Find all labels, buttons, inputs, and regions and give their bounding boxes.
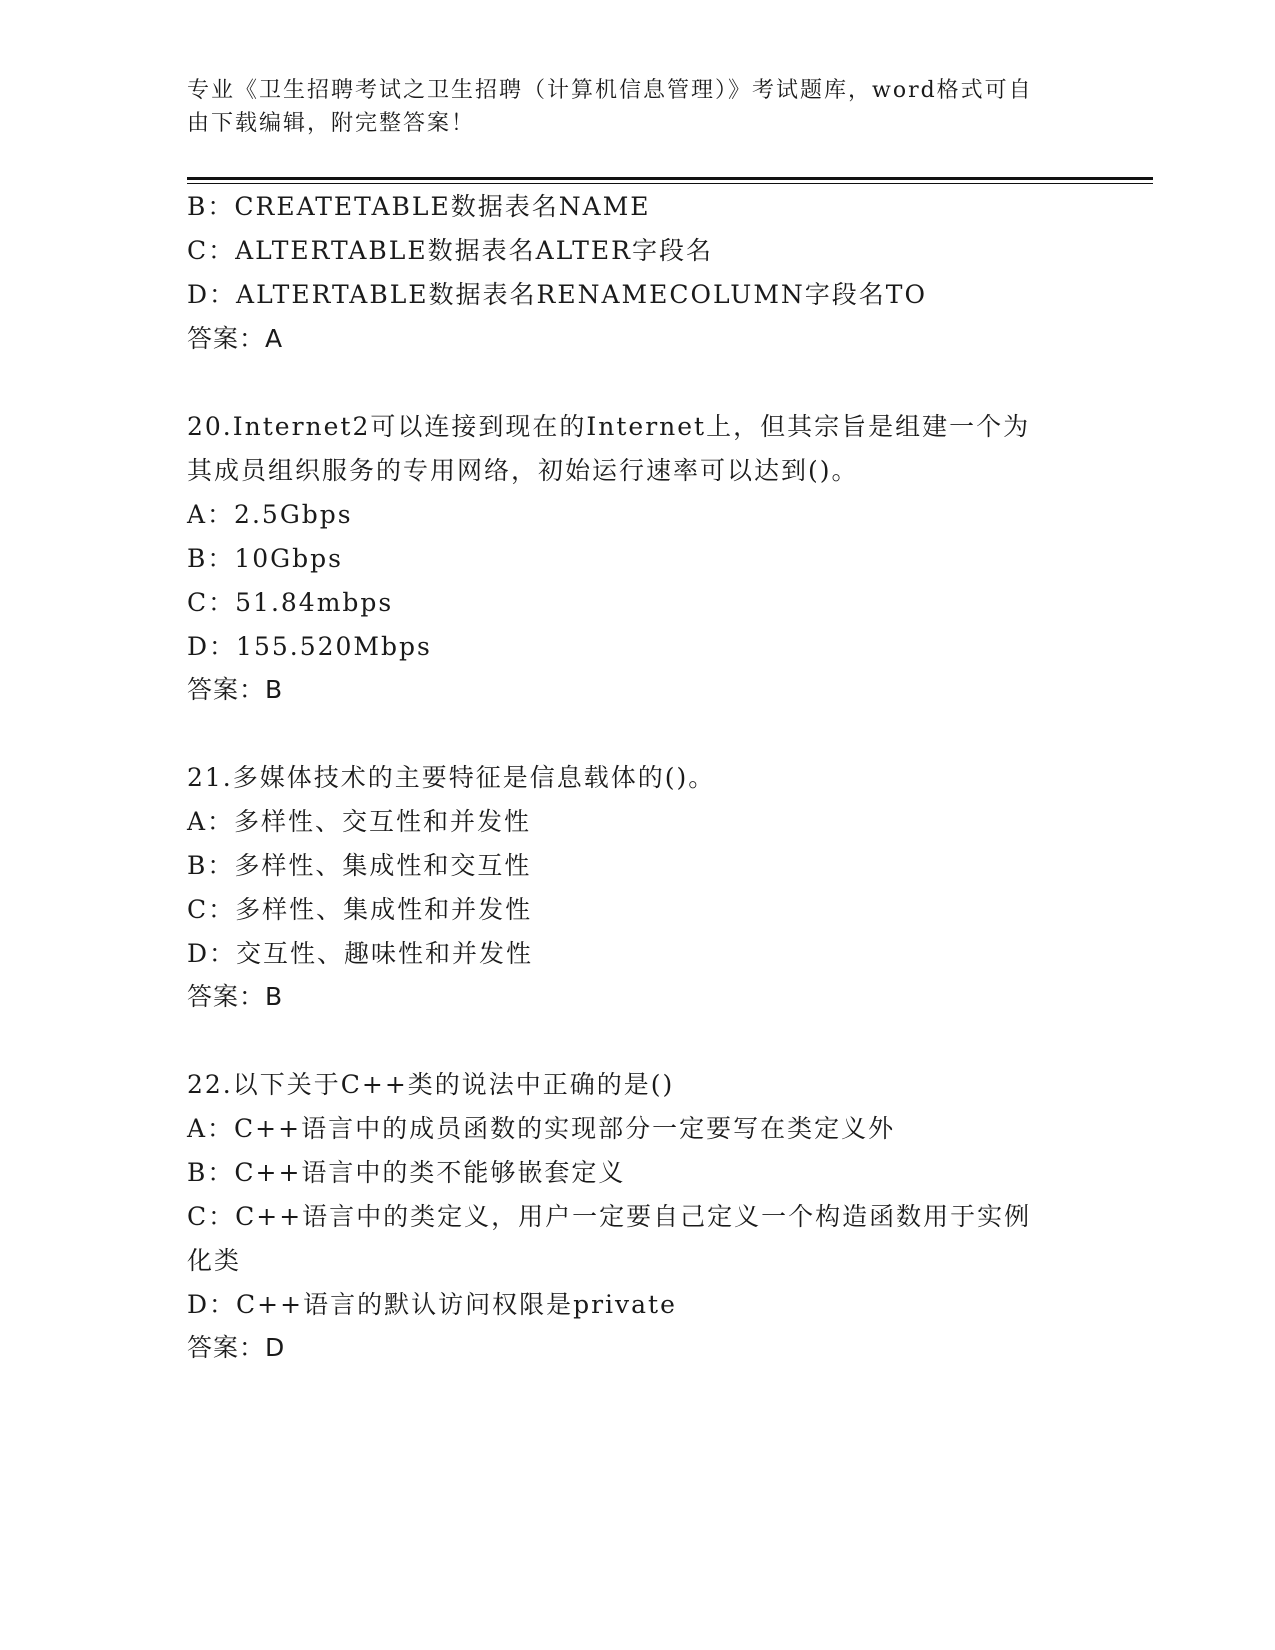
q21-stem: 21.多媒体技术的主要特征是信息载体的()。 (187, 763, 716, 792)
prev-option-b: B：CREATETABLE数据表名NAME (187, 192, 651, 221)
q20-option-a: A：2.5Gbps (187, 500, 353, 529)
q21-option-b: B：多样性、集成性和交互性 (187, 851, 532, 880)
q22-option-c-line-2: 化类 (187, 1246, 242, 1275)
prev-option-d: D：ALTERTABLE数据表名RENAMECOLUMN字段名TO (187, 280, 927, 309)
q20-stem-line-2: 其成员组织服务的专用网络，初始运行速率可以达到()。 (187, 456, 859, 485)
q20-option-c: C：51.84mbps (187, 588, 394, 617)
document-header (187, 74, 1067, 140)
q22-option-d: D：C++语言的默认访问权限是private (187, 1290, 677, 1319)
prev-option-c: C：ALTERTABLE数据表名ALTER字段名 (187, 236, 714, 265)
q21-option-c: C：多样性、集成性和并发性 (187, 895, 533, 924)
q20-option-b: B：10Gbps (187, 544, 343, 573)
q22-stem: 22.以下关于C++类的说法中正确的是() (187, 1070, 675, 1099)
q22-answer: 答案：D (187, 1333, 286, 1362)
q21-answer: 答案：B (187, 982, 284, 1011)
header-rule-thin (187, 183, 1153, 184)
prev-answer: 答案：A (187, 324, 284, 353)
q22-option-c-line-1: C：C++语言中的类定义，用户一定要自己定义一个构造函数用于实例 (187, 1202, 1032, 1231)
q21-option-d: D：交互性、趣味性和并发性 (187, 939, 534, 968)
q20-answer: 答案：B (187, 675, 284, 704)
header-rule-thick (187, 177, 1153, 180)
q22-option-b: B：C++语言中的类不能够嵌套定义 (187, 1158, 626, 1187)
header-line-1: 专业《卫生招聘考试之卫生招聘（计算机信息管理）》考试题库，word格式可自 (187, 78, 1033, 103)
header-line-2: 由下载编辑，附完整答案！ (187, 111, 476, 136)
q22-option-a: A：C++语言中的成员函数的实现部分一定要写在类定义外 (187, 1114, 896, 1143)
q20-stem-line-1: 20.Internet2可以连接到现在的Internet上，但其宗旨是组建一个为 (187, 412, 1031, 441)
q20-option-d: D：155.520Mbps (187, 632, 432, 661)
q21-option-a: A：多样性、交互性和并发性 (187, 807, 532, 836)
